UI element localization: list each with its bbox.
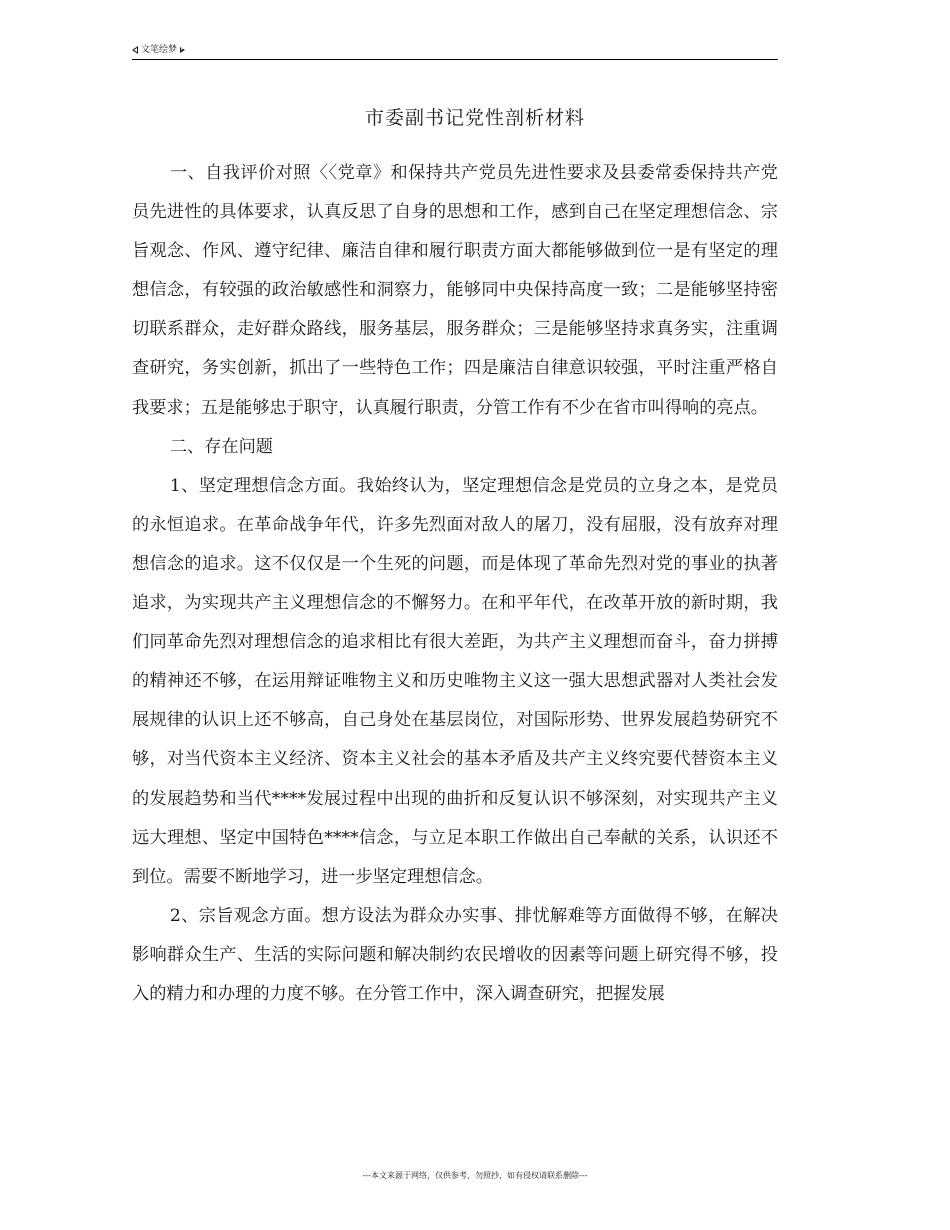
page-header bbox=[132, 43, 778, 60]
page-footer-disclaimer: ---本文来源于网络，仅供参考，勿照抄，如有侵权请联系删除--- bbox=[362, 1171, 588, 1180]
document-body bbox=[132, 154, 778, 1014]
header-brand bbox=[132, 43, 185, 57]
header-brand-text: 文笔绘梦 bbox=[141, 45, 178, 55]
triangle-left-icon bbox=[132, 46, 138, 54]
paragraph-heading-problems: 二、存在问题 bbox=[169, 436, 273, 457]
paragraph-self-evaluation: 一、自我评价对照〈〈党章》和保持共产党员先进性要求及县委常委保持共产党员先进性的具体要求，认真反思了自身的思想和工作，感到自己在坚定理想信念、宗旨观念、作风、遵守纪律、廉洁自律和履行职责方面大都能够做到位一是有坚定的理想信念，有较强的政治敏感性和洞察力，能够同中央保持高度一致；二是能够坚持密切联系群众，走好群众路线，服务基层，服务群众；三是能够坚持求真务实，注重调查研究，务实创新，抓出了一些特色工作；四是廉洁自律意识较强，平时注重严格自我要求；五是能够忠于职守，认真履行职责，分管工作有不少在省市叫得响的亮点。 bbox=[132, 163, 778, 418]
paragraph-purpose-concept: 2、宗旨观念方面。想方设法为群众办实事、排忧解难等方面做得不够，在解决影响群众生产、生活的实际问题和解决制约农民增收的因素等问题上研究得不够，投入的精力和办理的力度不够。在分管工作中，深入调查研究，把握发展 bbox=[132, 905, 778, 1004]
document-title: 市委副书记党性剖析材料 bbox=[364, 107, 585, 129]
paragraph-ideals-beliefs: 1、坚定理想信念方面。我始终认为，坚定理想信念是党员的立身之本，是党员的永恒追求。在革命战争年代，许多先烈面对敌人的屠刀，没有屈服，没有放弃对理想信念的追求。这不仅仅是一个生死的问题，而是体现了革命先烈对党的事业的执著追求，为实现共产主义理想信念的不懈努力。在和平年代，在改革开放的新时期，我们同革命先烈对理想信念的追求相比有很大差距，为共产主义理想而奋斗，奋力拼搏的精神还不够，在运用辩证唯物主义和历史唯物主义这一强大思想武器对人类社会发展规律的认识上还不够高，自己身处在基层岗位，对国际形势、世界发展趋势研究不够，对当代资本主义经济、资本主义社会的基本矛盾及共产主义终究要代替资本主义的发展趋势和当代****发展过程中出现的曲折和反复认识不够深刻，对实现共产主义远大理想、坚定中国特色****信念，与立足本职工作做出自己奉献的关系，认识还不到位。需要不断地学习，进一步坚定理想信念。 bbox=[132, 475, 778, 887]
triangle-right-icon bbox=[180, 47, 185, 53]
